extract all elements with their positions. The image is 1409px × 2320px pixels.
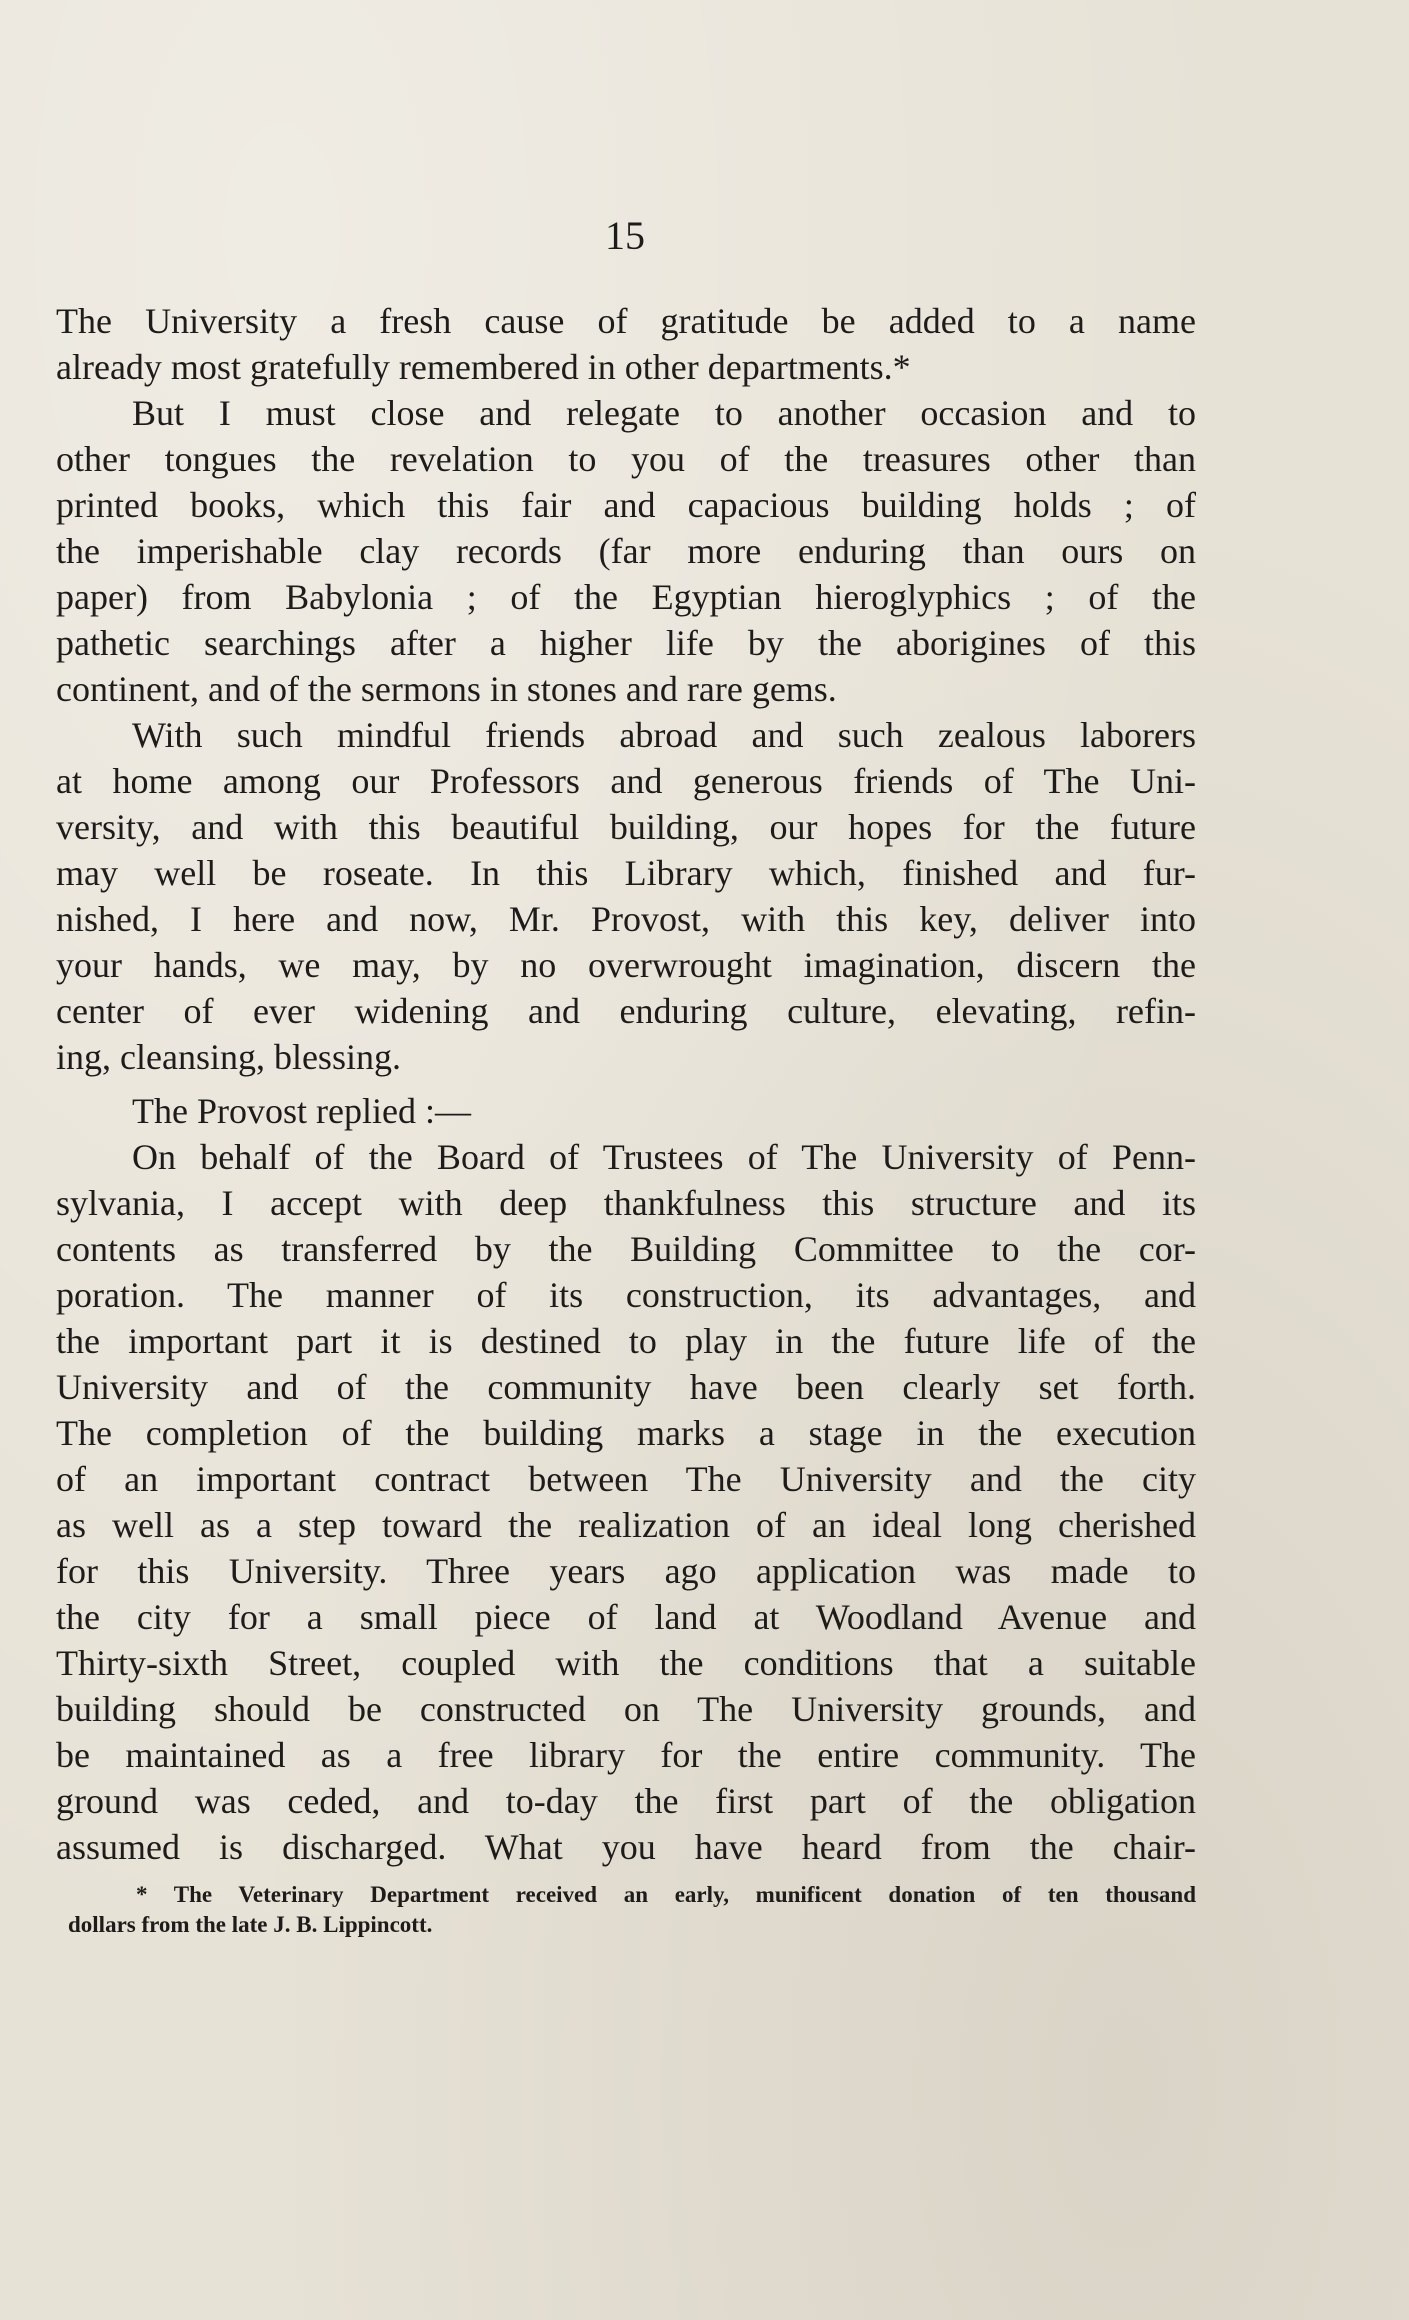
text-line: nished, I here and now, Mr. Provost, with this key, deliver into <box>56 899 1196 939</box>
text-line: pathetic searchings after a higher life by the aborigines of this <box>56 623 1196 663</box>
text-line: continent, and of the sermons in stones and rare gems. <box>56 669 837 709</box>
text-line: ground was ceded, and to-day the first part of the obligation <box>56 1781 1196 1821</box>
text-line: center of ever widening and enduring culture, elevating, refin- <box>56 991 1196 1031</box>
text-line: already most gratefully remembered in other departments.* <box>56 347 911 387</box>
paragraph <box>56 712 1196 1080</box>
footnote-line: * The Veterinary Department received an early, munificent donation of ten thousand <box>136 1882 1196 1907</box>
text-line: the important part it is destined to play in the future life of the <box>56 1321 1196 1361</box>
footnote <box>68 1880 1196 1940</box>
text-line: of an important contract between The University and the city <box>56 1459 1196 1499</box>
paragraph-gap <box>56 1080 1196 1088</box>
text-line: versity, and with this beautiful building, our hopes for the future <box>56 807 1196 847</box>
text-line: poration. The manner of its construction, its advantages, and <box>56 1275 1196 1315</box>
text-line: building should be constructed on The University grounds, and <box>56 1689 1196 1729</box>
text-line: University and of the community have been clearly set forth. <box>56 1367 1196 1407</box>
text-line: paper) from Babylonia ; of the Egyptian hieroglyphics ; of the <box>56 577 1196 617</box>
text-line: ing, cleansing, blessing. <box>56 1037 401 1077</box>
text-line: printed books, which this fair and capacious building holds ; of <box>56 485 1196 525</box>
text-line: at home among our Professors and generous friends of The Uni- <box>56 761 1196 801</box>
page-number: 15 <box>605 213 645 258</box>
text-line: may well be roseate. In this Library which, finished and fur- <box>56 853 1196 893</box>
text-line: the city for a small piece of land at Woodland Avenue and <box>56 1597 1196 1637</box>
text-line: The completion of the building marks a stage in the execution <box>56 1413 1196 1453</box>
text-line: other tongues the revelation to you of the treasures other than <box>56 439 1196 479</box>
paragraph <box>56 1088 1196 1134</box>
text-line: But I must close and relegate to another occasion and to <box>132 393 1196 433</box>
paragraph <box>56 1134 1196 1870</box>
paragraph <box>56 298 1196 390</box>
text-line: your hands, we may, by no overwrought imagination, discern the <box>56 945 1196 985</box>
text-line: as well as a step toward the realization of an ideal long cherished <box>56 1505 1196 1545</box>
text-line: contents as transferred by the Building Committee to the cor- <box>56 1229 1196 1269</box>
text-line: The University a fresh cause of gratitude be added to a name <box>56 301 1196 341</box>
text-line: sylvania, I accept with deep thankfulness this structure and its <box>56 1183 1196 1223</box>
text-line: Thirty-sixth Street, coupled with the conditions that a suitable <box>56 1643 1196 1683</box>
text-line: for this University. Three years ago application was made to <box>56 1551 1196 1591</box>
text-line: assumed is discharged. What you have heard from the chair- <box>56 1827 1196 1867</box>
text-line: On behalf of the Board of Trustees of The University of Penn- <box>132 1137 1196 1177</box>
footnote-line: dollars from the late J. B. Lippincott. <box>68 1912 433 1937</box>
text-line: The Provost replied :— <box>132 1091 471 1131</box>
text-line: be maintained as a free library for the entire community. The <box>56 1735 1196 1775</box>
body-text <box>56 298 1196 1870</box>
paragraph <box>56 390 1196 712</box>
text-line: With such mindful friends abroad and such zealous laborers <box>132 715 1196 755</box>
text-line: the imperishable clay records (far more enduring than ours on <box>56 531 1196 571</box>
